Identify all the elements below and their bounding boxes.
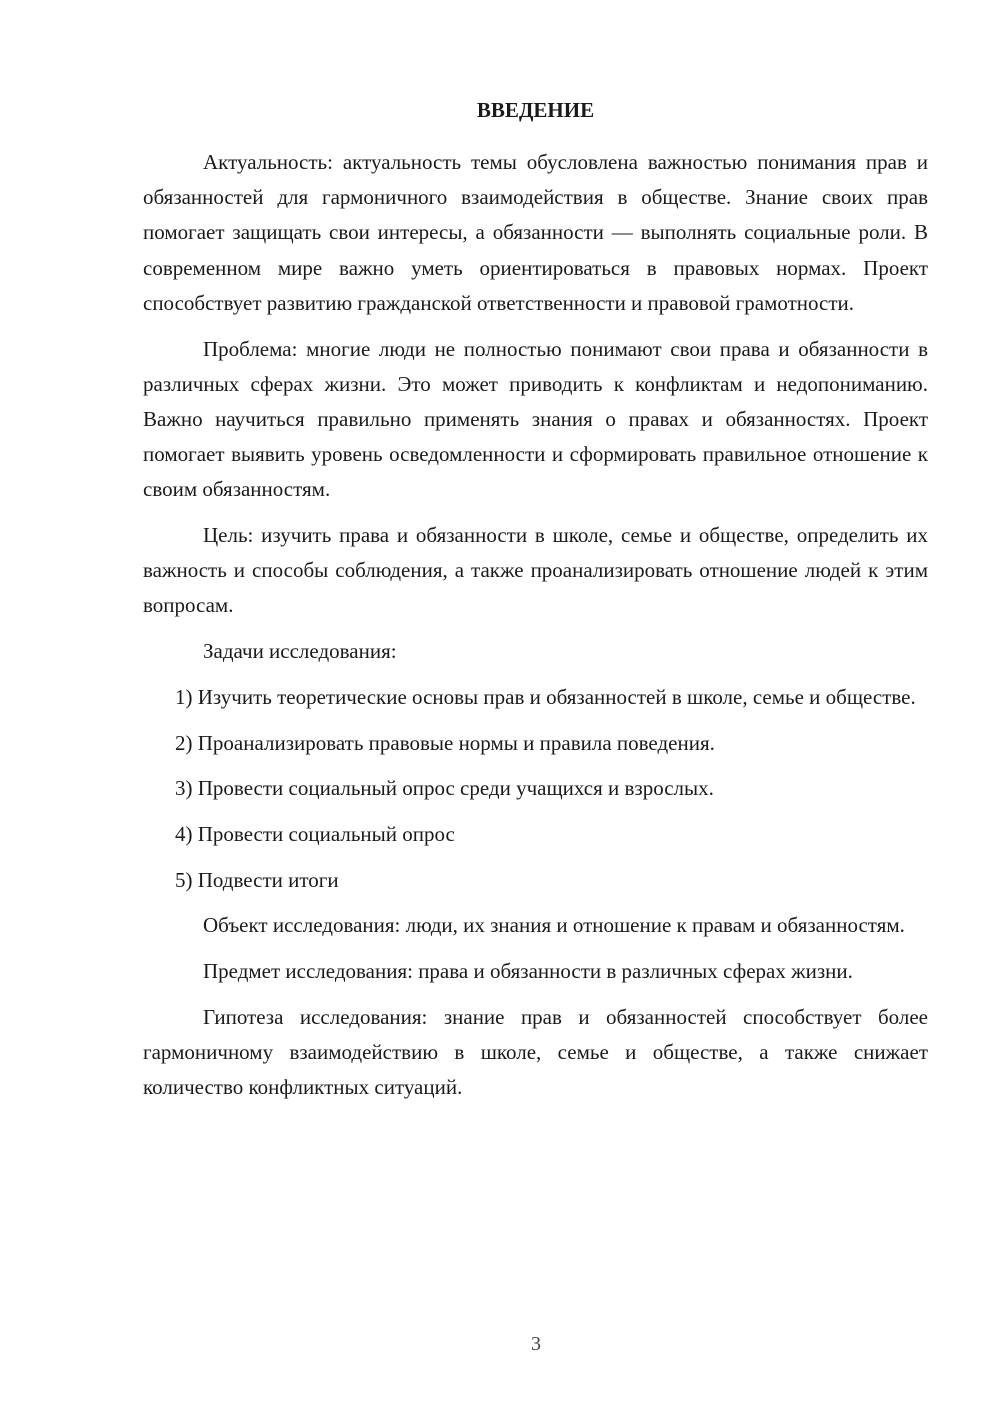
problem-paragraph: Проблема: многие люди не полностью понимают свои права и обязанности в различных сферах жизни. Это может приводить к конфликтам и недопониманию. Важно научиться правильно применять знания о правах и обязанностях. Проект помогает выявить уровень осведомленности и сформировать правильное отношение к своим обязанностям. — [143, 336, 928, 502]
task-item: 1) Изучить теоретические основы прав и обязанностей в школе, семье и обществе. — [175, 684, 916, 709]
tasks-heading: Задачи исследования: — [203, 639, 397, 664]
goal-paragraph: Цель: изучить права и обязанности в школе, семье и обществе, определить их важность и способы соблюдения, а также проанализировать отношение людей к этим вопросам. — [143, 523, 928, 618]
object-paragraph: Объект исследования: люди, их знания и отношение к правам и обязанностям. — [203, 913, 905, 938]
hypothesis-paragraph: Гипотеза исследования: знание прав и обязанностей способствует более гармоничному взаимодействию в школе, семье и обществе, а также снижает количество конфликтных ситуаций. — [143, 1004, 928, 1100]
tasks-list — [143, 680, 928, 898]
relevance-paragraph: Актуальность: актуальность темы обусловлена важностью понимания прав и обязанностей для гармоничного взаимодействия в обществе. Знание своих прав помогает защищать свои интересы, а обязанности — выполнять социальные роли. В современном мире важно уметь ориентироваться в правовых нормах. Проект способствует развитию гражданской ответственности и правовой грамотности. — [143, 150, 928, 315]
task-item: 4) Провести социальный опрос — [175, 821, 455, 846]
task-item: 5) Подвести итоги — [175, 867, 339, 892]
task-item: 2) Проанализировать правовые нормы и правила поведения. — [175, 730, 715, 755]
document-page — [143, 95, 928, 1116]
task-item: 3) Провести социальный опрос среди учащихся и взрослых. — [175, 776, 714, 801]
page-number: 3 — [531, 1333, 541, 1355]
subject-paragraph: Предмет исследования: права и обязанности в различных сферах жизни. — [203, 959, 853, 984]
section-heading: ВВЕДЕНИЕ — [476, 98, 595, 122]
